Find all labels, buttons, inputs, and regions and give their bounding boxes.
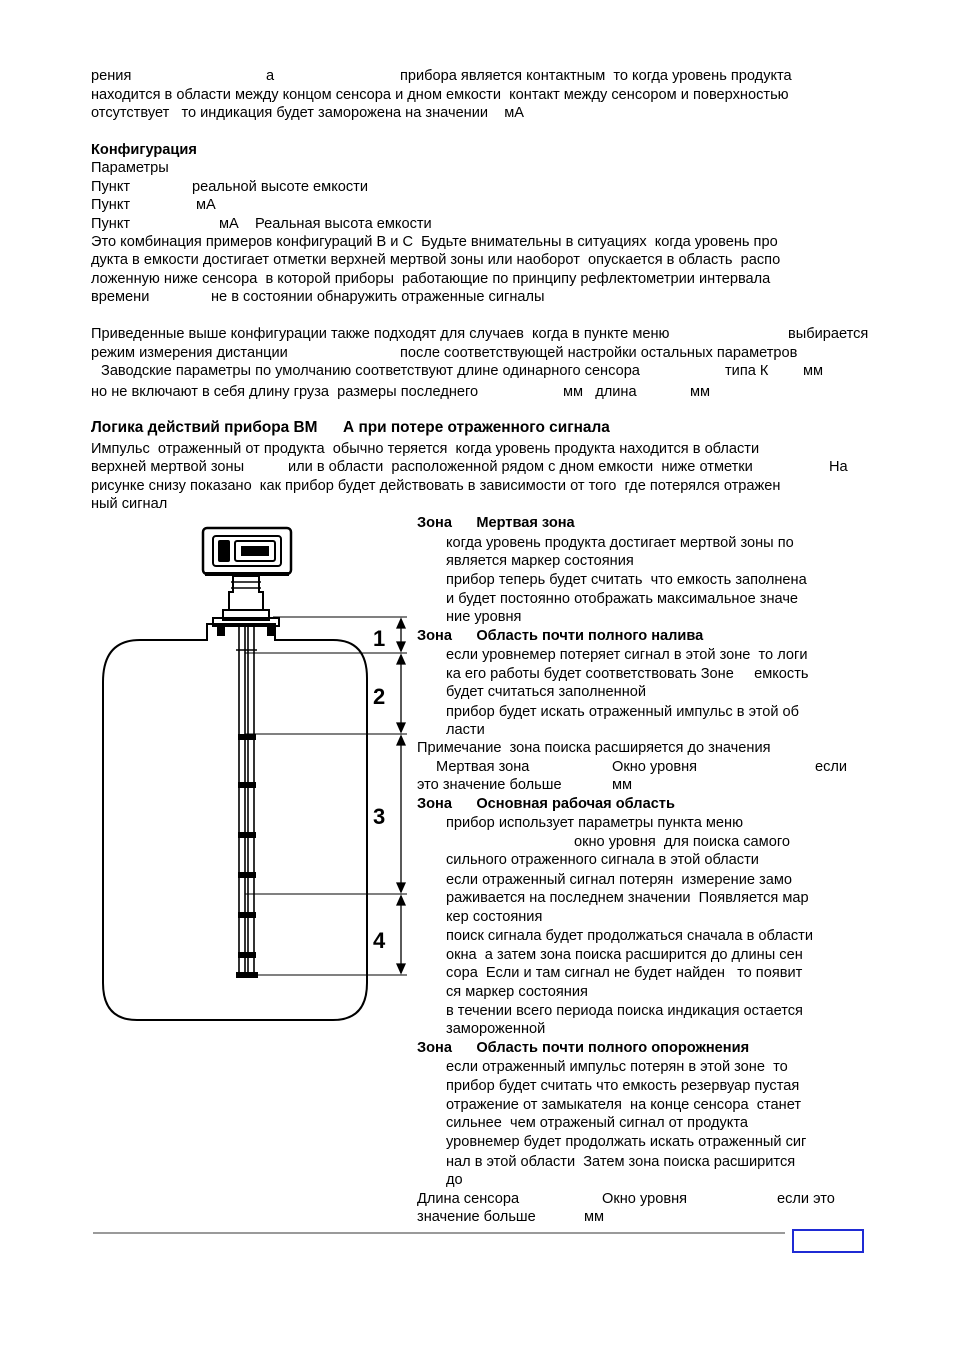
text-line: после соответствующей настройки остальных параметров [400,345,798,361]
text-line: поиск сигнала будет продолжаться сначала в области [446,928,813,944]
text-line: времени [91,289,150,305]
text-line: Примечание зона поиска расширяется до значения [417,740,771,756]
text-line: окна а затем зона поиска расширится до длины сен [446,947,803,963]
text-line: Параметры [91,160,169,176]
zone-label-4: 4 [373,928,386,953]
text-line: прибора является контактным то когда уровень продукта [400,68,792,84]
text-line: верхней мертвой зоны [91,459,245,475]
dimension-arrows [397,619,405,973]
text-line: мм длина [563,384,637,400]
text-line: значение больше [417,1209,536,1225]
text-line: Зона Мертвая зона [417,515,575,531]
text-line: но не включают в себя длину груза размеры последнего [91,384,479,400]
text-line: сильнее чем отраженый сигнал от продукта [446,1115,748,1131]
logic-heading: Логика действий прибора ВМ А при потере отраженного сигнала [91,419,610,436]
text-line: нал в этой области Затем зона поиска расширится [446,1154,796,1170]
text-line: или в области расположенной рядом с дном емкости ниже отметки [288,459,753,475]
text-line: сильного отраженного сигнала в этой области [446,852,759,868]
text-line: рения [91,68,132,84]
text-line: Пункт [91,179,131,195]
text-line: если уровнемер потеряет сигнал в этой зоне то логи [446,647,808,663]
config-heading: Конфигурация [91,142,197,158]
text-line: кер состояния [446,909,543,925]
text-line: Приведенные выше конфигурации также подходят для случаев когда в пункте меню [91,326,670,342]
footer-rule [93,1232,785,1234]
text-line: ласти [446,722,485,738]
text-line: а [266,68,275,84]
text-line: если отраженный сигнал потерян измерение замо [446,872,792,888]
text-line: ложенную ниже сенсора в которой приборы работающие по принципу рефлектометрии интервала [91,271,771,287]
text-line: замороженной [446,1021,546,1037]
text-line: если [815,759,848,775]
text-line: до [446,1172,463,1188]
text-line: Импульс отраженный от продукта обычно теряется когда уровень продукта находится в области [91,441,760,457]
text-line: раживается на последнем значении Появляется мар [446,890,809,906]
text-line: Длина сенсора [417,1191,520,1207]
text-line: режим измерения дистанции [91,345,288,361]
text-line: не в состоянии обнаружить отраженные сигналы [211,289,545,305]
text-line: и будет постоянно отображать максимальное значе [446,591,799,607]
text-line: когда уровень продукта достигает мертвой зоны по [446,535,794,551]
text-line: ся маркер состояния [446,984,588,1000]
page-number-box [792,1229,864,1253]
zone-label-2: 2 [373,684,386,709]
text-line: в течении всего периода поиска индикация остается [446,1003,803,1019]
text-line: Пункт [91,197,131,213]
text-line: типа К [725,363,769,379]
text-line: прибор будет считать что емкость резервуар пустая [446,1078,800,1094]
text-line: дукта в емкости достигает отметки верхней мертвой зоны или наоборот опускается в область распо [91,252,781,268]
text-line: окно уровня для поиска самого [574,834,790,850]
text-line: Это комбинация примеров конфигураций В и С Будьте внимательны в ситуациях когда уровень про [91,234,778,250]
text-line: Заводские параметры по умолчанию соответствуют длине одинарного сенсора [101,363,640,379]
tank-outline [103,624,367,1020]
zone-boundary-lines [245,617,407,975]
text-line: ние уровня [446,609,522,625]
text-line: это значение больше [417,777,562,793]
text-line: мА [196,197,216,213]
text-line: мм [690,384,711,400]
text-line: прибор использует параметры пункта меню [446,815,744,831]
zone-label-3: 3 [373,804,386,829]
text-line: Мертвая зона [436,759,530,775]
text-line: ный сигнал [91,496,168,512]
neck-fitting [229,576,263,610]
text-line: мм [612,777,633,793]
text-line: Окно уровня [612,759,698,775]
text-line: На [829,459,848,475]
text-line: если отраженный импульс потерян в этой зоне то [446,1059,788,1075]
text-line: Пункт [91,216,131,232]
text-line: находится в области между концом сенсора и дном емкости контакт между сенсором и поверхностью [91,87,789,103]
text-line: мА Реальная высота емкости [219,216,432,232]
text-line: Зона Область почти полного опорожнения [417,1040,750,1056]
text-line: отражение от замыкателя на конце сенсора станет [446,1097,802,1113]
text-line: сора Если и там сигнал не будет найден то появит [446,965,803,981]
text-line: является маркер состояния [446,553,634,569]
text-line: рисунке снизу показано как прибор будет действовать в зависимости от того где потерялся отражен [91,478,781,494]
text-line: прибор будет искать отраженный импульс в этой об [446,704,800,720]
text-line: Зона Область почти полного налива [417,628,704,644]
text-line: уровнемер будет продолжать искать отраженный сиг [446,1134,807,1150]
text-line: Зона Основная рабочая область [417,796,675,812]
text-line: будет считаться заполненной [446,684,647,700]
text-line: отсутствует то индикация будет заморожена на значении мА [91,105,525,121]
text-line: прибор теперь будет считать что емкость заполнена [446,572,807,588]
text-line: если это [777,1191,835,1207]
transmitter-head-icon [203,528,291,576]
text-line: мм [584,1209,605,1225]
tank-diagram [95,520,415,1025]
text-line: ка его работы будет соответствовать Зоне емкость [446,666,809,682]
zone-label-1: 1 [373,626,386,651]
text-line: Окно уровня [602,1191,688,1207]
text-line: реальной высоте емкости [192,179,368,195]
text-line: мм [803,363,824,379]
text-line: выбирается [788,326,869,342]
sensor-rod [236,626,258,978]
